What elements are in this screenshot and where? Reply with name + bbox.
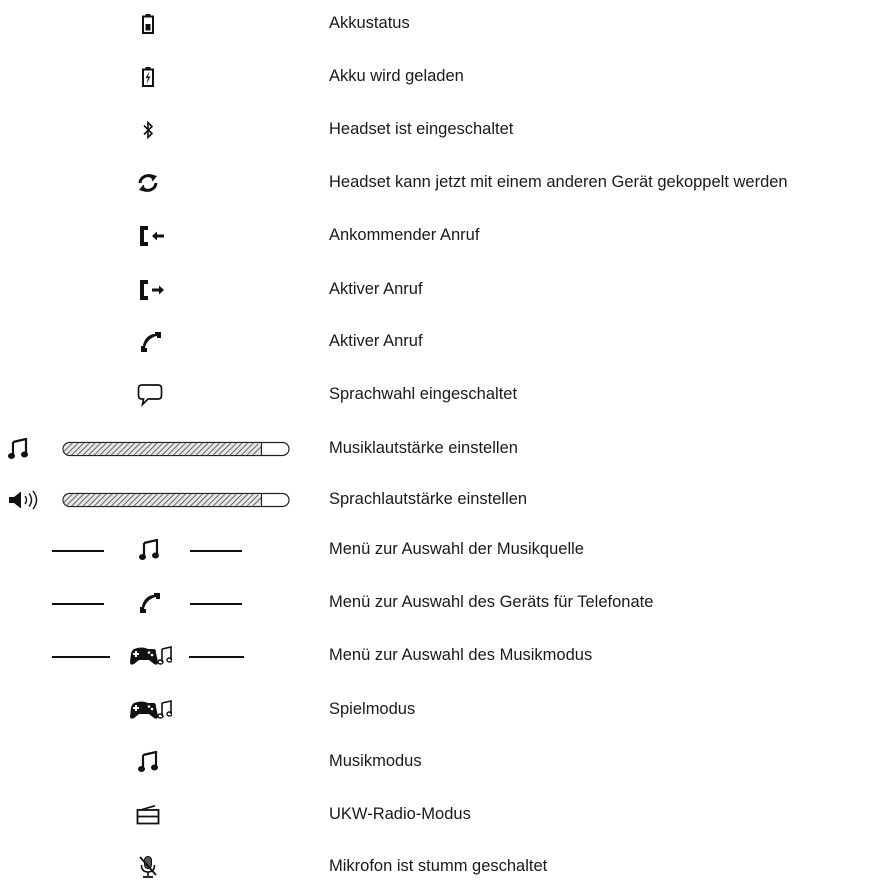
divider-line — [190, 603, 242, 605]
legend-row — [0, 795, 895, 835]
music-volume-slider[interactable] — [62, 442, 290, 457]
legend-label: Aktiver Anruf — [329, 332, 423, 351]
music-note-icon — [138, 751, 158, 773]
music-note-icon — [139, 539, 159, 561]
legend-label: Akku wird geladen — [329, 67, 464, 86]
phone-handset-icon — [139, 592, 161, 614]
speech-volume-slider[interactable] — [62, 493, 290, 508]
legend-row — [0, 322, 895, 362]
divider-line — [52, 603, 104, 605]
pairing-arrows-icon — [136, 171, 160, 195]
gamepad-music-icon — [128, 699, 172, 721]
divider-line — [52, 656, 110, 658]
legend-label: Menü zur Auswahl der Musikquelle — [329, 540, 584, 559]
legend-label: Aktiver Anruf — [329, 280, 423, 299]
battery-charging-icon — [142, 67, 154, 87]
speaker-icon — [8, 490, 42, 510]
incoming-call-icon — [139, 225, 165, 247]
legend-row — [0, 742, 895, 782]
gamepad-music-icon — [128, 645, 172, 667]
legend-row — [0, 163, 895, 203]
legend-row — [0, 429, 895, 469]
legend-label: Mikrofon ist stumm geschaltet — [329, 857, 548, 876]
legend-row — [0, 270, 895, 310]
legend-row — [0, 690, 895, 730]
legend-label: Spielmodus — [329, 700, 416, 719]
legend-row — [0, 57, 895, 97]
outgoing-call-icon — [139, 279, 165, 301]
legend-label: Sprachwahl eingeschaltet — [329, 385, 518, 404]
legend-row — [0, 583, 895, 623]
legend-row — [0, 216, 895, 256]
legend-row — [0, 480, 895, 520]
legend-row — [0, 636, 895, 676]
microphone-muted-icon — [137, 855, 159, 879]
legend-label: Musiklautstärke einstellen — [329, 439, 518, 458]
legend-label: Ankommender Anruf — [329, 226, 480, 245]
legend-label: Menü zur Auswahl des Geräts für Telefonate — [329, 593, 654, 612]
legend-label: Akkustatus — [329, 14, 410, 33]
radio-icon — [136, 805, 160, 825]
legend-row — [0, 375, 895, 415]
legend-label: Musikmodus — [329, 752, 422, 771]
legend-row — [0, 530, 895, 570]
divider-line — [52, 550, 104, 552]
legend-label: Headset ist eingeschaltet — [329, 120, 514, 139]
phone-handset-icon — [140, 331, 162, 353]
bluetooth-icon — [142, 120, 154, 140]
legend-label: Menü zur Auswahl des Musikmodus — [329, 646, 593, 665]
legend-row — [0, 847, 895, 887]
legend-label: Sprachlautstärke einstellen — [329, 490, 528, 509]
legend-row — [0, 4, 895, 44]
legend-row — [0, 110, 895, 150]
music-note-icon — [8, 438, 28, 460]
speech-bubble-icon — [137, 383, 163, 407]
battery-icon — [142, 14, 154, 34]
divider-line — [190, 550, 242, 552]
divider-line — [189, 656, 244, 658]
legend-label: Headset kann jetzt mit einem anderen Gerät gekoppelt werden — [329, 173, 788, 192]
legend-label: UKW-Radio-Modus — [329, 805, 471, 824]
